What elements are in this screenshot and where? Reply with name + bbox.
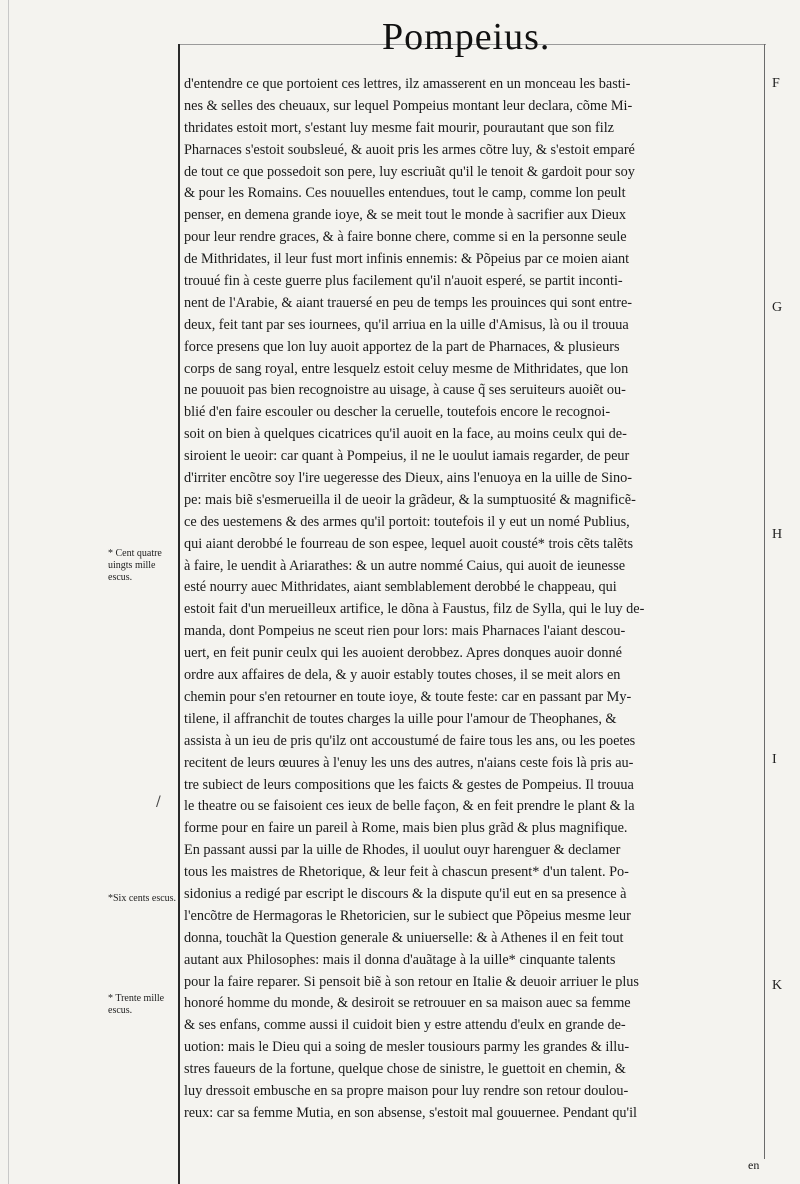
text-line: ordre aux affaires de dela, & y auoir estably toutes choses, il se meit alors en <box>184 667 621 684</box>
stray-mark: / <box>156 794 161 810</box>
text-line: stres faueurs de la fortune, quelque chose de sinistre, le guettoit en chemin, & <box>184 1061 626 1078</box>
text-line: trouué fin à ceste guerre plus facilement qu'il n'auoit esperé, se partit inconti- <box>184 273 623 290</box>
text-line: thridates estoit mort, s'estant luy mesme fait mourir, pourautant que son filz <box>184 119 615 136</box>
signature-letter-h: H <box>772 527 783 542</box>
text-line: chemin pour s'en retourner en toute ioye, & toute feste: car en passant par My- <box>184 688 632 705</box>
text-line: nes & selles des cheuaux, sur lequel Pompeius montant leur declara, cõme Mi- <box>184 97 633 114</box>
signature-letter-k: K <box>772 978 783 993</box>
text-line: qui aiant derobbé le fourreau de son espee, lequel auoit cousté* trois cẽts talẽts <box>184 535 633 552</box>
text-line: tilene, il affranchit de toutes charges la uille pour l'amour de Theophanes, & <box>184 710 617 727</box>
text-line: forme pour en faire un pareil à Rome, mais bien plus grãd & plus magnifique. <box>184 820 628 837</box>
text-line: deux, feit tant par ses iournees, qu'il arriua en la uille d'Amisus, là ou il trouua <box>184 316 629 333</box>
text-line: de tout ce que possedoit son pere, luy escriuãt qu'il le tenoit & gardoit pour soy <box>184 163 635 180</box>
text-line: donna, touchãt la Question generale & uniuerselle: & à Athenes il en feit tout <box>184 929 624 946</box>
text-line: blié d'en faire escouler ou descher la ceruelle, toutefois encore le recognoi- <box>184 404 611 421</box>
text-line: & ses enfans, comme aussi il cuidoit bien y estre attendu d'eulx en grande de- <box>184 1017 626 1034</box>
text-line: tre subiect de leurs compositions que les faicts & gestes de Pompeius. Il trouua <box>184 776 634 793</box>
text-block-edge <box>764 44 765 1159</box>
text-line: corps de sang royal, entre lesquelz estoit celuy mesme de Mithridates, que lon <box>184 360 629 377</box>
text-line: esté nourry auec Mithridates, aiant semblablement derobbé le chappeau, qui <box>184 579 617 596</box>
text-line: sidonius a redigé par escript le discours & la dispute qu'il eut en sa presence à <box>184 885 627 902</box>
gutter-edge <box>8 0 9 1184</box>
text-line: pour leur rendre graces, & à faire bonne chere, comme si en la personne seule <box>184 229 627 246</box>
text-line: force presens que lon luy auoit apportez de la part de Pharnaces, & plusieurs <box>184 338 620 355</box>
text-line: d'entendre ce que portoient ces lettres, ilz amasserent en un monceau les basti- <box>184 76 631 92</box>
text-line: assista à un ieu de pris qu'ilz ont accoustumé de faire tous les ans, ou les poetes <box>184 732 636 749</box>
text-line: soit on bien à quelques cicatrices qu'il auoit en la face, au moins ceulx qui de- <box>184 426 627 443</box>
text-line: de Mithridates, il leur fust mort infinis ennemis: & Põpeius par ce moien aiant <box>184 251 630 268</box>
text-line: uert, en feit punir ceulx qui les auoient derobbez. Apres donques auoir donné <box>184 645 622 662</box>
text-line: penser, en demena grande ioye, & se meit tout le monde à sacrifier aux Dieux <box>184 207 627 224</box>
text-line: autant aux Philosophes: mais il donna d'auãtage à la uille* cinquante talents <box>184 951 616 968</box>
text-line: à faire, le uendit à Ariarathes: & un autre nommé Caius, qui auoit de ieunesse <box>184 557 626 574</box>
text-line: estoit fait d'un merueilleux artifice, le dõna à Faustus, filz de Sylla, qui le luy de- <box>184 601 645 618</box>
text-line: uotion: mais le Dieu qui a soing de mesler tousiours parmy les grandes & illu- <box>184 1039 630 1056</box>
text-line: & pour les Romains. Ces nouuelles entendues, tout le camp, comme lon peult <box>184 185 626 202</box>
body-text <box>184 74 764 1125</box>
signature-letter-f: F <box>772 76 780 91</box>
text-line: recitent de leurs œuures à l'enuy les uns des autres, n'aians ceste fois là pris au- <box>184 754 634 771</box>
text-line: reux: car sa femme Mutia, en son absense, s'estoit mal gouuernee. Pendant qu'il <box>184 1104 637 1121</box>
text-line: ce des uestemens & des armes qu'il portoit: toutefois il y eut un nomé Publius, <box>184 513 630 530</box>
text-line: nent de l'Arabie, & aiant trauersé en peu de temps les prouinces qui sont entre- <box>184 294 632 311</box>
text-line: Pharnaces s'estoit soubsleué, & auoit pris les armes cõtre luy, & s'estoit emparé <box>184 141 635 158</box>
text-line: tous les maistres de Rhetorique, & leur feit à chascun present* d'un talent. Po- <box>184 864 629 881</box>
text-line: siroient le ueoir: car quant à Pompeius, il ne le uoulut iamais regarder, de peur <box>184 448 630 465</box>
running-head: Pompeius. <box>382 16 551 58</box>
text-line: ne pouuoit pas bien recognoistre au uisage, à cause q̃ ses seruiteurs auoiẽt ou- <box>184 382 626 399</box>
text-line: En passant aussi par la uille de Rhodes, il uoulut ouyr harenguer & declamer <box>184 842 621 859</box>
margin-note: * Trente mille escus. <box>108 993 165 1016</box>
signature-letter-g: G <box>772 300 783 315</box>
text-line: pour la faire reparer. Si pensoit biẽ à son retour en Italie & deuoir arriuer le plus <box>184 973 639 990</box>
catchword: en <box>748 1158 760 1172</box>
text-line: manda, dont Pompeius ne sceut rien pour lors: mais Pharnaces l'aiant descou- <box>184 623 626 640</box>
signature-letter-i: I <box>772 752 777 767</box>
text-line: le theatre ou se faisoient ces ieux de belle façon, & en feit prendre le plant & la <box>184 798 635 815</box>
text-line: luy dressoit embusche en sa propre maison pour luy rendre son retour doulou- <box>184 1082 629 1099</box>
margin-note: * Cent quatre uingts mille escus. <box>108 548 162 583</box>
text-line: honoré homme du monde, & desiroit se retrouuer en sa maison auec sa femme <box>184 995 631 1012</box>
text-line: l'encõtre de Hermagoras le Rhetoricien, sur le subiect que Põpeius mesme leur <box>184 907 631 924</box>
margin-note: *Six cents escus. <box>108 893 177 904</box>
text-line: d'irriter encõtre soy l'ire uegeresse des Dieux, ains l'enuoya en la uille de Sino- <box>184 470 632 487</box>
text-line: pe: mais biẽ s'esmerueilla il de ueoir la grãdeur, & la sumptuosité & magnificẽ- <box>184 491 636 508</box>
